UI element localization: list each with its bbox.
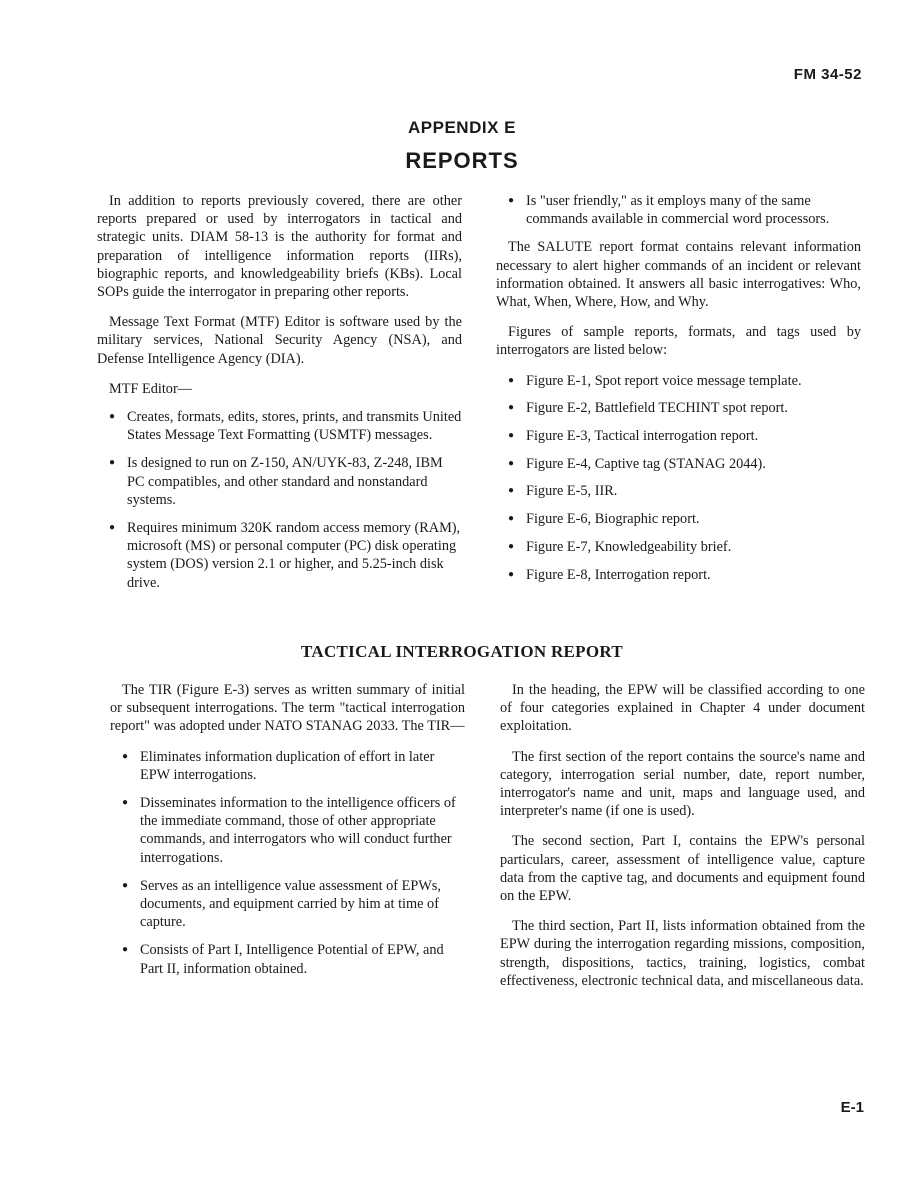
figure-item: ● Figure E-6, Biographic report. bbox=[496, 510, 861, 528]
list-item: ● Requires minimum 320K random access memory (RAM), microsoft (MS) or personal computer (PC) disk operating system (DOS) version 2.1 or higher, and 5.25-inch disk drive. bbox=[97, 519, 462, 592]
list-item: ● Creates, formats, edits, stores, prints, and transmits United States Message Text Formatting (USMTF) messages. bbox=[97, 408, 462, 444]
list-item: ● Disseminates information to the intelligence officers of the immediate command, those of other appropriate commands, and interrogators who will conduct further interrogations. bbox=[110, 794, 465, 867]
document-id: FM 34-52 bbox=[793, 66, 862, 83]
top-right-column bbox=[496, 192, 861, 593]
tir-bullet-list bbox=[110, 748, 465, 978]
mtf-bullet-list-cont bbox=[496, 192, 861, 228]
figure-item: ● Figure E-4, Captive tag (STANAG 2044). bbox=[496, 455, 861, 473]
figure-item: ● Figure E-2, Battlefield TECHINT spot report. bbox=[496, 399, 861, 417]
bottom-right-column bbox=[500, 681, 865, 1002]
bottom-left-column bbox=[110, 681, 465, 988]
second-section-paragraph: The second section, Part I, contains the EPW's personal particulars, career, assessment of intelligence value, capture data from the captive tag, and documents and equipment found on the EPW. bbox=[500, 833, 865, 905]
figure-item: ● Figure E-8, Interrogation report. bbox=[496, 566, 861, 584]
mtf-paragraph: Message Text Format (MTF) Editor is software used by the military services, National Security Agency (NSA), and Defense Intelligence Agency (DIA). bbox=[97, 314, 462, 367]
list-item: ● Is "user friendly," as it employs many of the same commands available in commercial word processors. bbox=[496, 192, 861, 228]
list-item: ● Eliminates information duplication of effort in later EPW interrogations. bbox=[110, 748, 465, 784]
figure-list bbox=[496, 372, 861, 584]
section-heading: TACTICAL INTERROGATION REPORT bbox=[300, 642, 624, 661]
intro-paragraph: In addition to reports previously covered, there are other reports prepared or used by interrogators in tactical and strategic units. DIAM 58-13 is the authority for format and preparation of intelligence information reports (IIRs), biographic reports, and knowledgeability briefs (KBs). Local SOPs guide the interrogator in preparing other reports. bbox=[97, 193, 462, 301]
page-number: E-1 bbox=[840, 1099, 864, 1116]
figure-item: ● Figure E-7, Knowledgeability brief. bbox=[496, 538, 861, 556]
page-title: REPORTS bbox=[405, 148, 519, 173]
list-item: ● Consists of Part I, Intelligence Potential of EPW, and Part II, information obtained. bbox=[110, 941, 465, 977]
tir-paragraph: The TIR (Figure E-3) serves as written summary of initial or subsequent interrogations. The term "tactical interrogation report" was adopted under NATO STANAG 2033. The TIR— bbox=[110, 682, 465, 735]
appendix-heading: APPENDIX E bbox=[408, 118, 516, 137]
list-item: ● Serves as an intelligence value assessment of EPWs, documents, and equipment carried by him at time of capture. bbox=[110, 877, 465, 932]
mtf-bullet-list bbox=[97, 408, 462, 592]
heading-paragraph: In the heading, the EPW will be classified according to one of four categories explained in Chapter 4 under document exploitation. bbox=[500, 682, 865, 735]
top-left-column bbox=[97, 192, 462, 602]
mtf-editor-lead: MTF Editor— bbox=[109, 380, 193, 397]
third-section-paragraph: The third section, Part II, lists information obtained from the EPW during the interrogation regarding missions, composition, strength, dispositions, tactics, training, logistics, combat effectiveness, electronic technical data, and miscellaneous data. bbox=[500, 918, 865, 989]
figure-item: ● Figure E-5, IIR. bbox=[496, 482, 861, 500]
first-section-paragraph: The first section of the report contains the source's name and category, interrogation serial number, date, report number, interrogator's name and unit, maps and language used, and interpreter's name (if one is used). bbox=[500, 748, 865, 820]
figure-item: ● Figure E-1, Spot report voice message template. bbox=[496, 372, 861, 390]
list-item: ● Is designed to run on Z-150, AN/UYK-83, Z-248, IBM PC compatibles, and other standard and nonstandard systems. bbox=[97, 454, 462, 509]
salute-paragraph: The SALUTE report format contains relevant information necessary to alert higher commands of an incident or relevant information obtained. It answers all basic interrogatives: Who, What, When, Where, How, and Why. bbox=[496, 239, 861, 311]
figure-item: ● Figure E-3, Tactical interrogation report. bbox=[496, 427, 861, 445]
figures-intro: Figures of sample reports, formats, and tags used by interrogators are listed below: bbox=[496, 324, 861, 359]
